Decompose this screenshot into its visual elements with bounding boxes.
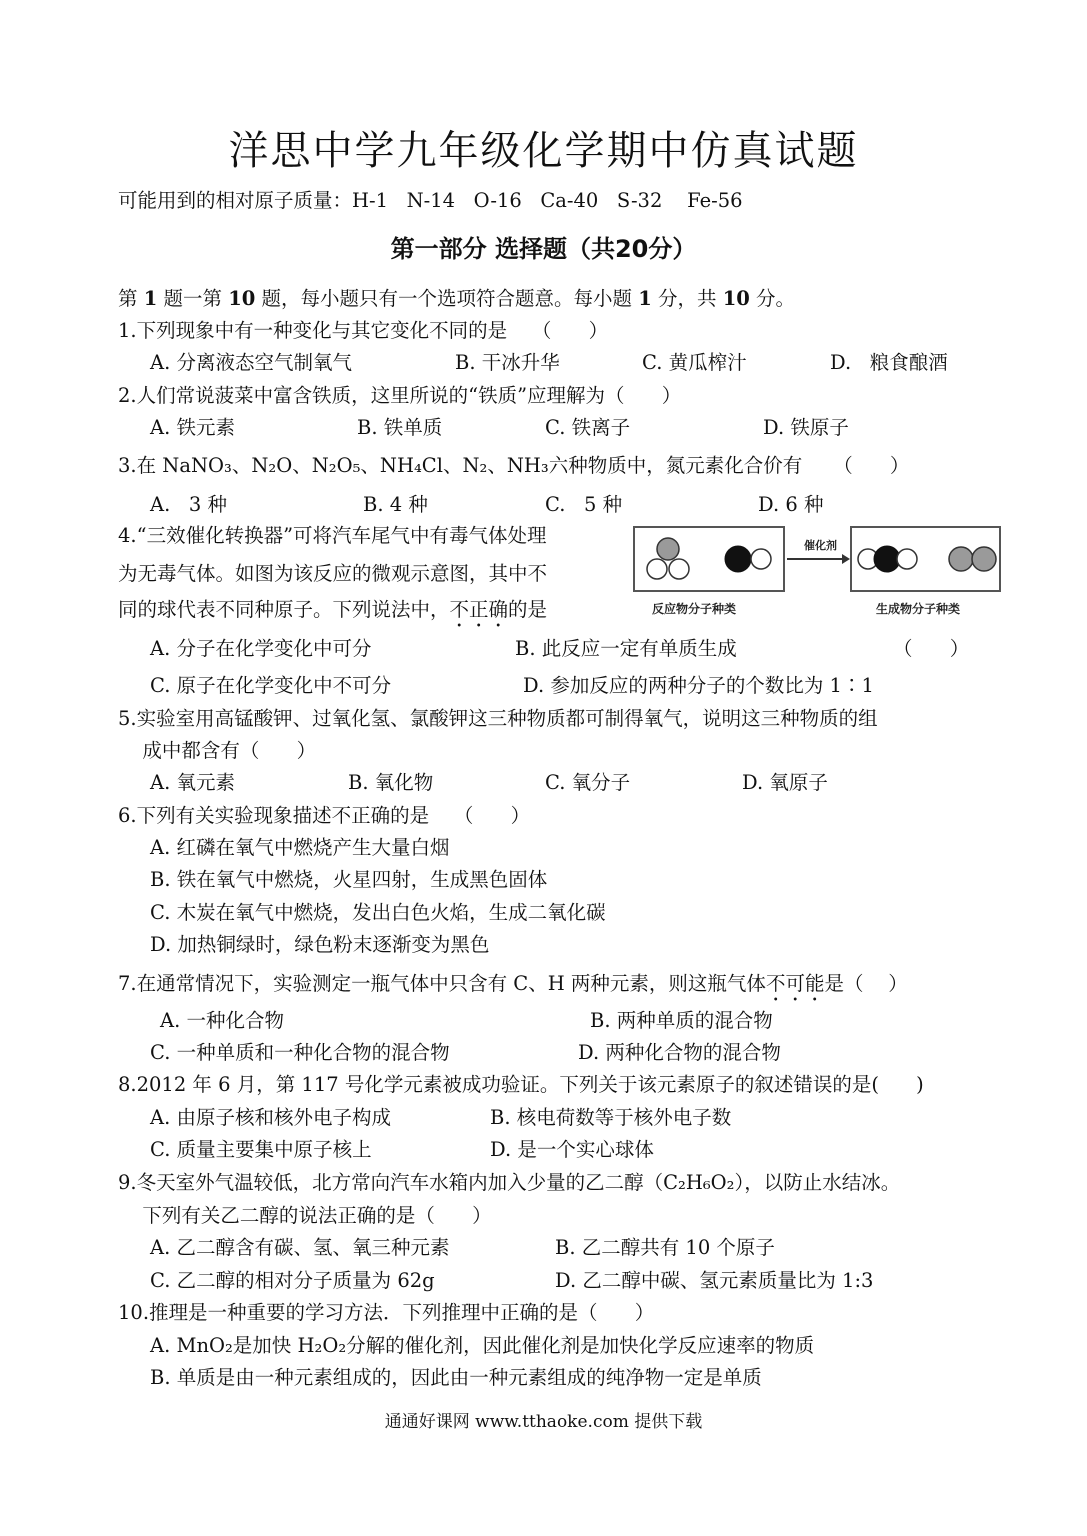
q7-option-d: D. 两种化合物的混合物 — [578, 1041, 781, 1064]
q4-stem-tail: 的是 — [508, 598, 548, 621]
reactant-caption: 反应物分子种类 — [652, 602, 737, 616]
question-9-stem-line1: 9.冬天室外气温较低，北方常向汽车水箱内加入少量的乙二醇（C₂H₆O₂），以防止水结冰。 — [118, 1171, 901, 1194]
catalyst-label: 催化剂 — [804, 539, 837, 552]
question-9-stem-line2: 下列有关乙二醇的说法正确的是（ ） — [130, 1204, 492, 1227]
q10-option-a: A. MnO₂是加快 H₂O₂分解的催化剂，因此催化剂是加快化学反应速率的物质 — [150, 1334, 815, 1357]
instructions — [118, 286, 795, 312]
black-atom — [874, 546, 900, 572]
q3-option-c: C. 5 种 — [545, 493, 623, 516]
grey-atom — [949, 547, 973, 571]
q4-emphasis: 不正确 — [449, 598, 509, 621]
grey-atom — [657, 538, 679, 560]
question-4-stem-line1: 4.“三效催化转换器”可将汽车尾气中有毒气体处理 — [118, 524, 547, 547]
q1-option-d: D. 粮食酿酒 — [830, 351, 948, 374]
question-1-stem: 1.下列现象中有一种变化与其它变化不同的是 （ ） — [118, 319, 609, 342]
q7-stem-tail: 是（ ） — [824, 972, 908, 995]
question-10-stem: 10.推理是一种重要的学习方法．下列推理中正确的是（ ） — [118, 1301, 655, 1324]
q1-option-a: A. 分离液态空气制氧气 — [150, 351, 352, 374]
instr-text: 分，共 — [651, 287, 723, 310]
question-5-stem-line1: 5.实验室用高锰酸钾、过氧化氢、氯酸钾这三种物质都可制得氧气，说明这三种物质的组 — [118, 707, 878, 730]
white-atom — [897, 549, 917, 569]
question-6-stem: 6.下列有关实验现象描述不正确的是 （ ） — [118, 804, 531, 827]
q4-stem-text: 同的球代表不同种原子。下列说法中， — [118, 598, 450, 621]
q2-option-c: C. 铁离子 — [545, 416, 631, 439]
q7-emphasis: 不可能 — [765, 972, 825, 995]
q7-stem-text: 7.在通常情况下，实验测定一瓶气体中只含有 C、H 两种元素，则这瓶气体 — [118, 972, 766, 995]
instr-text: 题，每小题只有一个选项符合题意。每小题 — [255, 287, 639, 310]
q4-option-d: D. 参加反应的两种分子的个数比为 1∶1 — [523, 674, 874, 697]
q9-option-d: D. 乙二醇中碳、氢元素质量比为 1:3 — [555, 1269, 874, 1292]
q2-option-d: D. 铁原子 — [763, 416, 849, 439]
q2-option-b: B. 铁单质 — [357, 416, 443, 439]
q6-option-c: C. 木炭在氧气中燃烧，发出白色火焰，生成二氧化碳 — [150, 901, 606, 924]
instr-text: 题一第 — [157, 287, 229, 310]
instr-num: 1 — [638, 287, 652, 310]
page-title: 洋思中学九年级化学期中仿真试题 — [228, 128, 859, 174]
q9-option-a: A. 乙二醇含有碳、氢、氧三种元素 — [150, 1236, 450, 1259]
q6-option-d: D. 加热铜绿时，绿色粉末逐渐变为黑色 — [150, 933, 490, 956]
instr-text: 分。 — [749, 287, 796, 310]
q10-option-b: B. 单质是由一种元素组成的，因此由一种元素组成的纯净物一定是单质 — [150, 1366, 762, 1389]
q9-option-b: B. 乙二醇共有 10 个原子 — [555, 1236, 775, 1259]
white-atom — [647, 559, 667, 579]
grey-atom — [972, 547, 996, 571]
q8-option-b: B. 核电荷数等于核外电子数 — [490, 1106, 732, 1129]
q4-option-b: B. 此反应一定有单质生成 — [515, 637, 737, 660]
q5-option-d: D. 氧原子 — [742, 771, 828, 794]
question-3-stem: 3.在 NaNO₃、N₂O、N₂O₅、NH₄Cl、N₂、NH₃六种物质中，氮元素化合价有 （ ） — [118, 454, 910, 477]
white-atom — [751, 549, 771, 569]
product-caption: 生成物分子种类 — [876, 602, 961, 616]
q6-option-a: A. 红磷在氧气中燃烧产生大量白烟 — [150, 836, 450, 859]
q1-option-c: C. 黄瓜榨汁 — [642, 351, 747, 374]
q1-option-b: B. 干冰升华 — [455, 351, 560, 374]
q8-option-c: C. 质量主要集中原子核上 — [150, 1138, 372, 1161]
white-atom — [669, 559, 689, 579]
q3-option-d: D. 6 种 — [758, 493, 824, 516]
q8-option-d: D. 是一个实心球体 — [490, 1138, 654, 1161]
atomic-masses: 可能用到的相对原子质量：H-1 N-14 O-16 Ca-40 S-32 Fe-56 — [118, 189, 743, 212]
instr-text: 第 — [118, 287, 144, 310]
question-4-stem-line2: 为无毒气体。如图为该反应的微观示意图，其中不 — [118, 562, 548, 585]
q3-option-a: A. 3 种 — [150, 493, 227, 516]
q7-option-c: C. 一种单质和一种化合物的混合物 — [150, 1041, 450, 1064]
q8-option-a: A. 由原子核和核外电子构成 — [150, 1106, 391, 1129]
q5-option-c: C. 氧分子 — [545, 771, 631, 794]
question-8-stem: 8.2012 年 6 月，第 117 号化学元素被成功验证。下列关于该元素原子的叙述错误的是( ) — [118, 1073, 924, 1096]
question-4-stem-line3 — [118, 597, 547, 632]
instr-num: 1 — [143, 287, 158, 310]
instr-num: 10 — [722, 287, 750, 310]
question-5-stem-line2: 成中都含有（ ） — [130, 739, 317, 762]
instr-num: 10 — [228, 287, 256, 310]
q3-option-b: B. 4 种 — [363, 493, 428, 516]
black-atom — [725, 546, 751, 572]
question-7-stem — [118, 971, 908, 1006]
arrow-head — [842, 554, 850, 564]
product-molecule-1 — [858, 546, 917, 572]
q7-option-b: B. 两种单质的混合物 — [590, 1009, 773, 1032]
reactant-molecule-1 — [647, 538, 689, 579]
reaction-diagram — [630, 523, 1004, 623]
q6-option-b: B. 铁在氧气中燃烧，火星四射，生成黑色固体 — [150, 868, 548, 891]
q5-option-b: B. 氧化物 — [348, 771, 434, 794]
q7-option-a: A. 一种化合物 — [160, 1009, 284, 1032]
q4-answer-paren: （ ） — [893, 637, 970, 660]
section-heading: 第一部分 选择题（共20分） — [390, 235, 697, 263]
q5-option-a: A. 氧元素 — [150, 771, 235, 794]
q4-option-c: C. 原子在化学变化中不可分 — [150, 674, 392, 697]
reactant-molecule-2 — [725, 546, 771, 572]
q4-option-a: A. 分子在化学变化中可分 — [150, 637, 372, 660]
q2-option-a: A. 铁元素 — [150, 416, 235, 439]
footer-text: 通通好课网 www.tthaoke.com 提供下载 — [384, 1412, 703, 1432]
q9-option-c: C. 乙二醇的相对分子质量为 62g — [150, 1269, 435, 1292]
question-2-stem: 2.人们常说菠菜中富含铁质，这里所说的“铁质”应理解为（ ） — [118, 384, 682, 407]
product-molecule-2 — [949, 547, 996, 571]
